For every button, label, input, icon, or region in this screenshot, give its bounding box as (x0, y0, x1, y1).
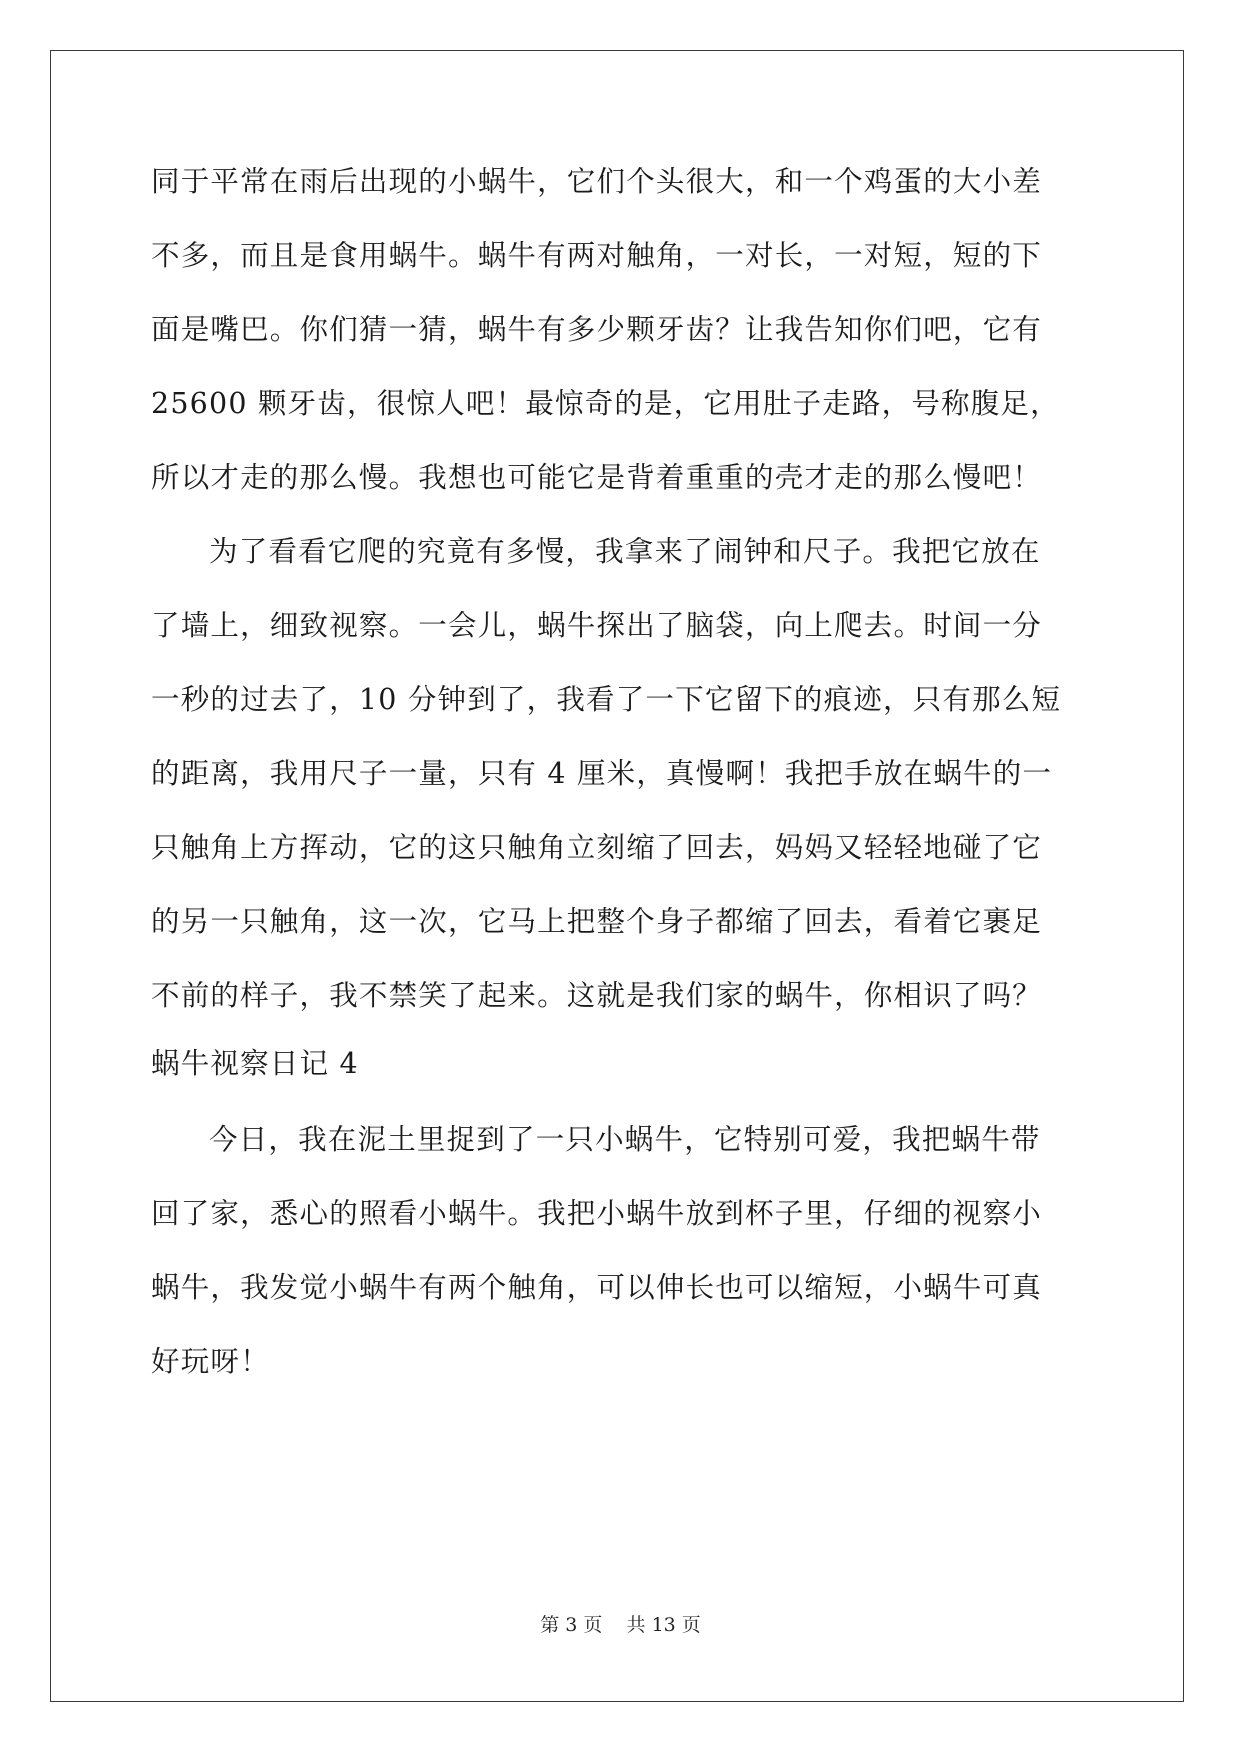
text-line: 不前的样子，我不禁笑了起来。这就是我们家的蜗牛，你相识了吗？ (151, 979, 1043, 1012)
text-line: 蜗牛，我发觉小蜗牛有两个触角，可以伸长也可以缩短，小蜗牛可真 (151, 1271, 1043, 1304)
section-heading: 蜗牛视察日记 4 (151, 1047, 359, 1080)
text-line: 不多，而且是食用蜗牛。蜗牛有两对触角，一对长，一对短，短的下 (151, 239, 1043, 272)
text-line: 的距离，我用尺子一量，只有 4 厘米，真慢啊！我把手放在蜗牛的一 (151, 757, 1053, 790)
text-line: 只触角上方挥动，它的这只触角立刻缩了回去，妈妈又轻轻地碰了它 (151, 831, 1043, 864)
paragraph-first-line: 今日，我在泥土里捉到了一只小蜗牛，它特别可爱，我把蜗牛带 (209, 1123, 1041, 1156)
page-border (50, 50, 1184, 1702)
text-line: 一秒的过去了，10 分钟到了，我看了一下它留下的痕迹，只有那么短 (151, 683, 1062, 716)
text-line: 所以才走的那么慢。我想也可能它是背着重重的壳才走的那么慢吧！ (151, 461, 1043, 494)
paragraph-first-line: 为了看看它爬的究竟有多慢，我拿来了闹钟和尺子。我把它放在 (209, 535, 1041, 568)
page-footer (0, 1613, 1241, 1637)
text-line: 回了家，悉心的照看小蜗牛。我把小蜗牛放到杯子里，仔细的视察小 (151, 1197, 1043, 1230)
text-line: 同于平常在雨后出现的小蜗牛，它们个头很大，和一个鸡蛋的大小差 (151, 165, 1043, 198)
page-number: 第 3 页 (540, 1614, 603, 1636)
text-line: 面是嘴巴。你们猜一猜，蜗牛有多少颗牙齿？让我告知你们吧，它有 (151, 313, 1043, 346)
text-line: 了墙上，细致视察。一会儿，蜗牛探出了脑袋，向上爬去。时间一分 (151, 609, 1043, 642)
page-total: 共 13 页 (626, 1614, 701, 1636)
text-line: 好玩呀！ (151, 1345, 270, 1378)
text-line: 25600 颗牙齿，很惊人吧！最惊奇的是，它用肚子走路，号称腹足， (151, 387, 1060, 420)
text-line: 的另一只触角，这一次，它马上把整个身子都缩了回去，看着它裹足 (151, 905, 1043, 938)
